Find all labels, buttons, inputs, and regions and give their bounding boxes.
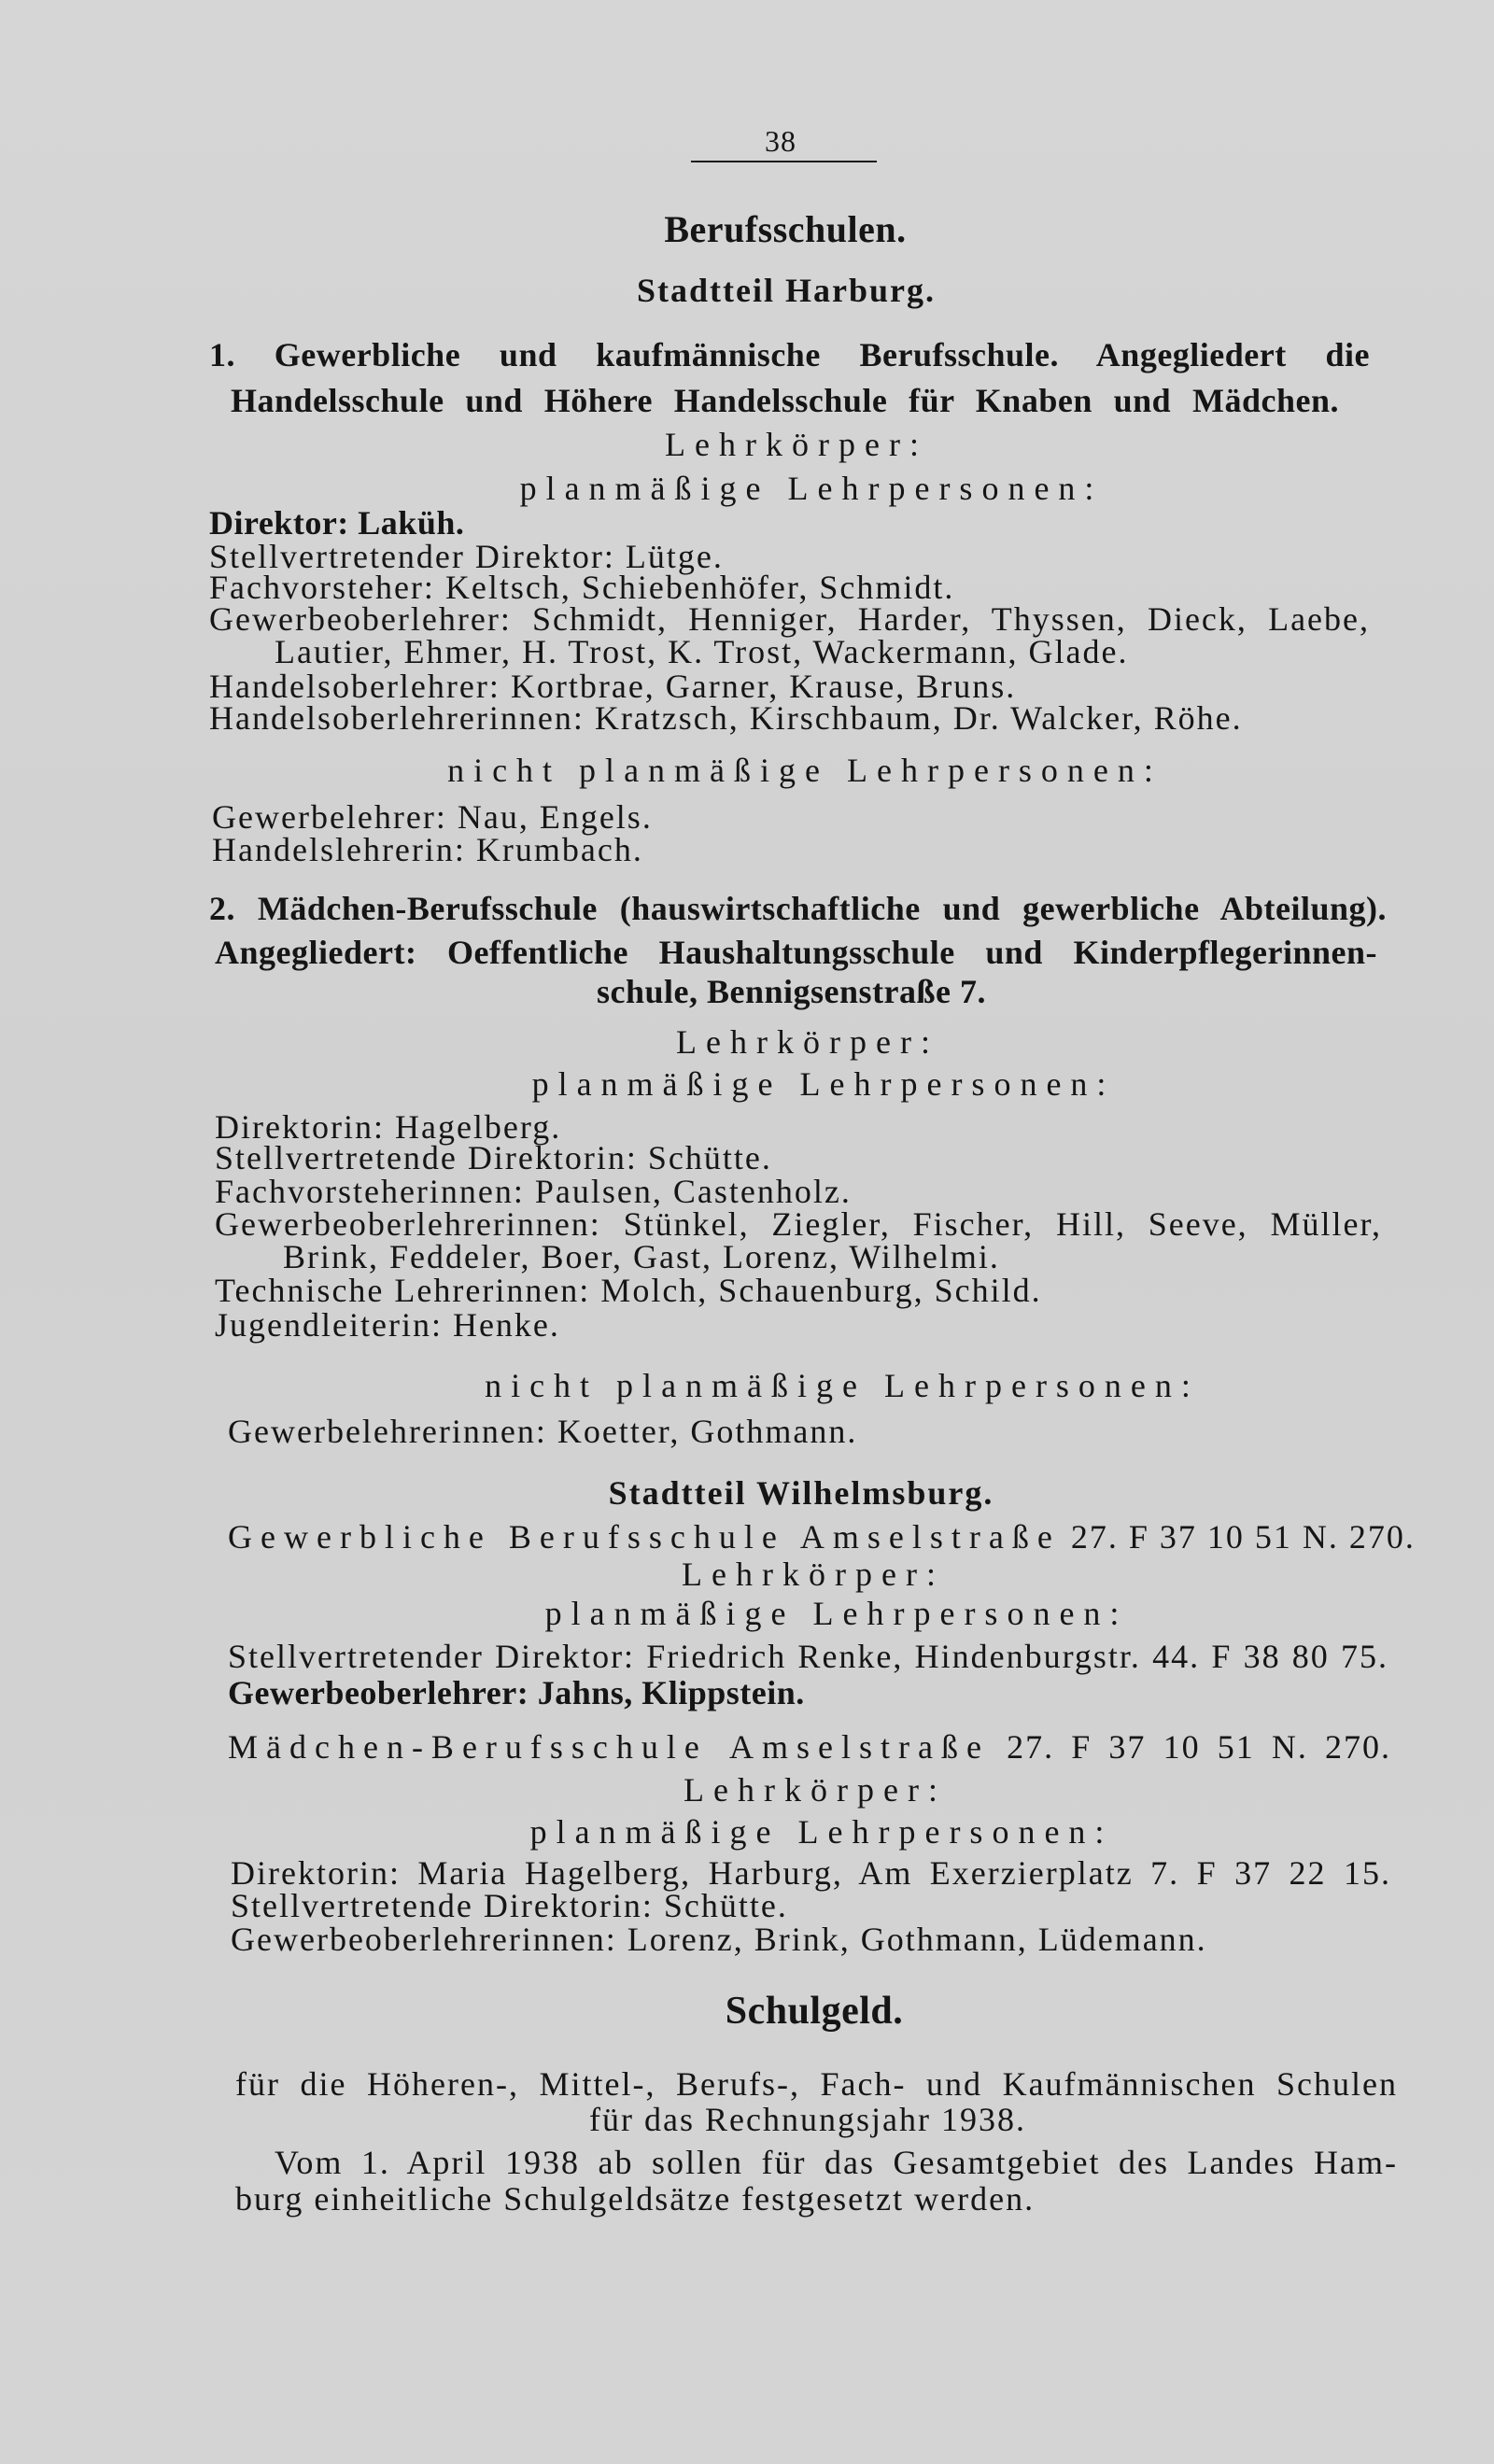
staff-line: Gewerbeoberlehrer: Schmidt, Henniger, Harder, Thyssen, Dieck, Laebe,: [209, 600, 1370, 638]
staff-line-continued: Lautier, Ehmer, H. Trost, K. Trost, Wackermann, Glade.: [275, 633, 1129, 670]
staff-line: Fachvorsteher: Keltsch, Schiebenhöfer, Schmidt.: [209, 569, 955, 606]
unplanned-staff-heading: nicht planmäßige Lehrpersonen:: [447, 752, 1163, 789]
page-number-rule: [691, 161, 877, 162]
section-heading-wilhelmsburg: Stadtteil Wilhelmsburg.: [608, 1474, 994, 1512]
staff-line: Gewerbeoberlehrerinnen: Stünkel, Ziegler, Fischer, Hill, Seeve, Müller,: [215, 1205, 1382, 1243]
school-name: Mädchen-Berufsschule Amselstraße: [228, 1728, 990, 1766]
staff-line: Gewerbeoberlehrerinnen: Lorenz, Brink, Gothmann, Lüdemann.: [231, 1921, 1207, 1958]
fees-subtitle-line: für das Rechnungsjahr 1938.: [589, 2101, 1026, 2138]
school-title-line: 2. Mädchen-Berufsschule (hauswirtschaftliche und gewerbliche Abteilung).: [209, 890, 1387, 927]
fees-subtitle-line: für die Höheren-, Mittel-, Berufs-, Fach- und Kaufmännischen Schulen: [235, 2065, 1398, 2103]
school-title-line: [228, 1728, 1391, 1766]
school-address-phone: 27. F 37 10 51 N. 270.: [1070, 1518, 1416, 1556]
staff-line: Stellvertretende Direktorin: Schütte.: [215, 1139, 772, 1176]
staff-line: Stellvertretender Direktor: Lütge.: [209, 538, 724, 575]
fees-text-line: burg einheitliche Schulgeldsätze festgesetzt werden.: [235, 2180, 1036, 2218]
staff-line: Gewerbelehrer: Nau, Engels.: [212, 798, 653, 836]
staff-line: Handelsoberlehrer: Kortbrae, Garner, Krause, Bruns.: [209, 668, 1017, 705]
staff-line-continued: Brink, Feddeler, Boer, Gast, Lorenz, Wilhelmi.: [283, 1238, 1000, 1275]
staff-line: Handelslehrerin: Krumbach.: [212, 831, 643, 868]
staff-line: Direktorin: Hagelberg.: [215, 1108, 562, 1146]
staff-line: Technische Lehrerinnen: Molch, Schauenburg, Schild.: [215, 1272, 1042, 1309]
page-title: Berufsschulen.: [664, 208, 907, 250]
staff-heading: Lehrkörper:: [684, 1771, 947, 1809]
staff-heading: Lehrkörper:: [676, 1023, 939, 1061]
fees-text-line: Vom 1. April 1938 ab sollen für das Gesamtgebiet des Landes Ham-: [275, 2144, 1398, 2181]
staff-line: Fachvorsteherinnen: Paulsen, Castenholz.: [215, 1173, 852, 1210]
staff-line: Stellvertretender Direktor: Friedrich Renke, Hindenburgstr. 44. F 38 80 75.: [228, 1638, 1388, 1675]
section-heading-harburg: Stadtteil Harburg.: [637, 272, 936, 309]
section-heading-fees: Schulgeld.: [725, 1990, 904, 2033]
planned-staff-heading: planmäßige Lehrpersonen:: [531, 1065, 1116, 1103]
staff-line: Handelsoberlehrerinnen: Kratzsch, Kirschbaum, Dr. Walcker, Röhe.: [209, 699, 1243, 737]
staff-line: Jugendleiterin: Henke.: [215, 1306, 560, 1344]
school-title-line: Angegliedert: Oeffentliche Haushaltungsschule und Kinderpflegerinnen-: [215, 934, 1377, 971]
staff-heading: Lehrkörper:: [682, 1556, 945, 1593]
school-address-phone: 27. F 37 10 51 N. 270.: [1007, 1728, 1391, 1766]
planned-staff-heading: planmäßige Lehrpersonen:: [529, 1813, 1114, 1851]
school-title-line: Handelsschule und Höhere Handelsschule für Knaben und Mädchen.: [231, 382, 1339, 419]
staff-line: Direktor: Laküh.: [209, 504, 465, 542]
school-title-line: schule, Bennigsenstraße 7.: [597, 973, 987, 1010]
page-number: 38: [765, 124, 796, 158]
staff-line: Gewerbelehrerinnen: Koetter, Gothmann.: [228, 1413, 858, 1450]
planned-staff-heading: planmäßige Lehrpersonen:: [544, 1595, 1129, 1632]
staff-heading: Lehrkörper:: [665, 426, 928, 463]
school-name: Gewerbliche Berufsschule Amselstraße: [228, 1518, 1061, 1556]
unplanned-staff-heading: nicht planmäßige Lehrpersonen:: [485, 1367, 1200, 1404]
planned-staff-heading: planmäßige Lehrpersonen:: [519, 470, 1104, 507]
school-title-line: 1. Gewerbliche und kaufmännische Berufsschule. Angegliedert die: [209, 336, 1370, 373]
school-title-line: [228, 1518, 1416, 1556]
staff-line: Direktorin: Maria Hagelberg, Harburg, Am Exerzierplatz 7. F 37 22 15.: [231, 1854, 1391, 1892]
staff-line: Gewerbeoberlehrer: Jahns, Klippstein.: [228, 1674, 805, 1711]
staff-line: Stellvertretende Direktorin: Schütte.: [231, 1887, 788, 1924]
